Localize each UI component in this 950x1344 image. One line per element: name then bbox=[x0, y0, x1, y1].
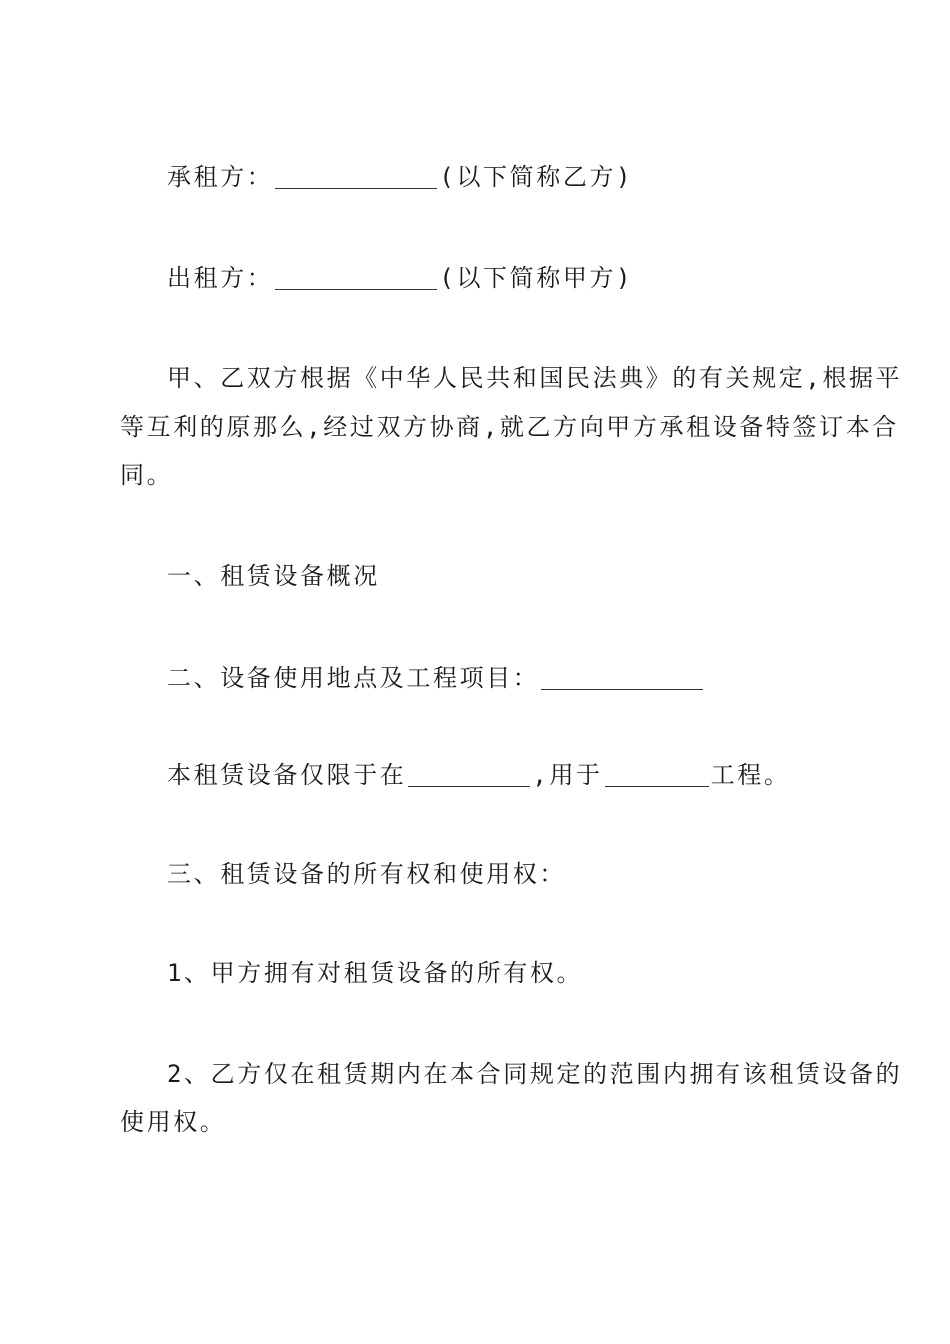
location-prefix: 本租赁设备仅限于在 bbox=[167, 761, 407, 789]
lessor-label: 出租方： bbox=[167, 264, 274, 292]
lessor-blank bbox=[275, 265, 437, 290]
intro-line-1: 甲、乙双方根据《中华人民共和国民法典》的有关规定,根据平 bbox=[167, 364, 903, 392]
item-2-line-1: 2、乙方仅在租赁期内在本合同规定的范围内拥有该租赁设备的 bbox=[167, 1060, 903, 1088]
lessee-line bbox=[167, 164, 633, 189]
item-2-line-2: 使用权。 bbox=[120, 1108, 227, 1136]
section-3-heading: 三、租赁设备的所有权和使用权： bbox=[167, 860, 566, 888]
section-1-heading: 一、租赁设备概况 bbox=[167, 562, 380, 590]
lessor-suffix: (以下简称甲方) bbox=[439, 264, 634, 292]
location-suffix: 工程。 bbox=[710, 761, 791, 789]
section-2-heading: 二、设备使用地点及工程项目： bbox=[167, 664, 540, 692]
project-blank bbox=[541, 665, 703, 690]
intro-line-2: 等互利的原那么,经过双方协商,就乙方向甲方承租设备特签订本合 bbox=[120, 413, 899, 441]
lessee-label: 承租方： bbox=[167, 163, 274, 191]
location-blank bbox=[408, 762, 530, 787]
lessee-suffix: (以下简称乙方) bbox=[439, 163, 634, 191]
location-line bbox=[167, 762, 790, 787]
intro-line-3: 同。 bbox=[120, 461, 174, 489]
purpose-blank bbox=[605, 762, 709, 787]
location-mid: ,用于 bbox=[532, 761, 603, 789]
lessee-blank bbox=[275, 164, 437, 189]
lessor-line bbox=[167, 265, 633, 290]
section-2-line bbox=[167, 665, 705, 690]
item-1: 1、甲方拥有对租赁设备的所有权。 bbox=[167, 959, 584, 987]
